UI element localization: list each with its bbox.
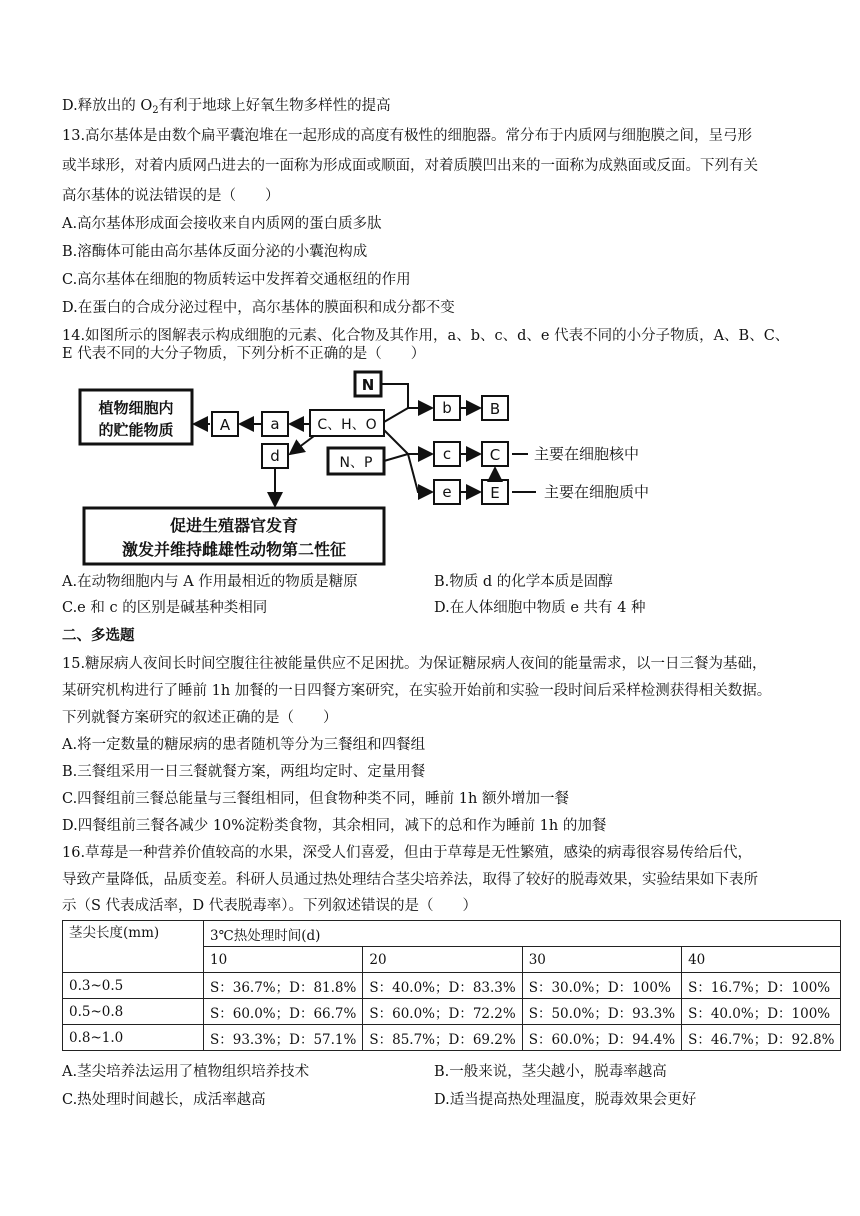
q14-stem-1: 14.如图所示的图解表示构成细胞的元素、化合物及其作用，a、b、c、d、e 代表不同的小分子物质，A、B、C、: [62, 328, 790, 344]
table-header-day: 10: [204, 947, 363, 973]
node-A-label: A: [219, 416, 231, 434]
table-cell: S：60.0%；D：72.2%: [363, 999, 522, 1025]
table-cell-length: 0.5~0.8: [63, 999, 204, 1025]
q13-stem-1: 13.高尔基体是由数个扁平囊泡堆在一起形成的高度有极性的细胞器。常分布于内质网与细胞膜之间，呈弓形: [62, 128, 753, 144]
node-E-label: E: [490, 484, 500, 502]
q15-stem-3: 下列就餐方案研究的叙述正确的是（ ）: [62, 710, 338, 726]
q14-stem-2: E 代表不同的大分子物质，下列分析不正确的是（ ）: [62, 346, 426, 362]
node-C-label: C: [489, 446, 501, 464]
q14-option-c: C.e 和 c 的区别是碱基种类相同: [62, 600, 268, 616]
q13-option-a: A.高尔基体形成面会接收来自内质网的蛋白质多肽: [62, 216, 382, 232]
node-c-label: c: [442, 445, 452, 463]
q13-option-b: B.溶酶体可能由高尔基体反面分泌的小囊泡构成: [62, 244, 368, 260]
q15-option-d: D.四餐组前三餐各减少 10%淀粉类食物，其余相同，减下的总和作为睡前 1h 的加餐: [62, 818, 607, 834]
C-location-note: 主要在细胞核中: [534, 445, 640, 463]
node-CHO-label: C、H、O: [317, 417, 377, 433]
results-table: [62, 920, 841, 1051]
function-label-1: 促进生殖器官发育: [169, 516, 299, 535]
table-header-group: 3℃热处理时间(d): [204, 921, 841, 947]
q15-option-b: B.三餐组采用一日三餐就餐方案，两组均定时、定量用餐: [62, 764, 426, 780]
table-cell: S：40.0%；D：83.3%: [363, 973, 522, 999]
storage-label-1: 植物细胞内: [98, 399, 174, 417]
q15-stem-2: 某研究机构进行了睡前 1h 加餐的一日四餐方案研究，在实验开始前和实验一段时间后采样检测获得相关数据。: [62, 683, 772, 699]
table-header-day: 40: [682, 947, 841, 973]
q12-option-d: D.释放出的 $O_2$有利于地球上好氧生物多样性的提高: [62, 98, 391, 116]
table-cell: S：60.0%；D：66.7%: [204, 999, 363, 1025]
q13-stem-3: 高尔基体的说法错误的是（ ）: [62, 188, 280, 204]
table-cell: S：46.7%；D：92.8%: [682, 1025, 841, 1051]
node-N-label: N: [361, 376, 375, 394]
table-cell: S：60.0%；D：94.4%: [522, 1025, 681, 1051]
q14-option-a: A.在动物细胞内与 A 作用最相近的物质是糖原: [62, 574, 358, 590]
q16-stem-2: 导致产量降低，品质变差。科研人员通过热处理结合茎尖培养法，取得了较好的脱毒效果，实验结果如下表所: [62, 872, 758, 888]
q15-option-c: C.四餐组前三餐总能量与三餐组相同，但食物种类不同，睡前 1h 额外增加一餐: [62, 791, 569, 807]
q15-option-a: A.将一定数量的糖尿病的患者随机等分为三餐组和四餐组: [62, 737, 426, 753]
q13-stem-2: 或半球形，对着内质网凸进去的一面称为形成面或顺面，对着质膜凹出来的一面称为成熟面或反面。下列有关: [62, 158, 758, 174]
E-location-note: 主要在细胞质中: [544, 483, 650, 501]
table-cell: S：40.0%；D：100%: [682, 999, 841, 1025]
table-cell-length: 0.8~1.0: [63, 1025, 204, 1051]
table-row: [63, 999, 841, 1025]
node-d-label: d: [270, 447, 280, 465]
table-cell: S：50.0%；D：93.3%: [522, 999, 681, 1025]
q13-option-c: C.高尔基体在细胞的物质转运中发挥着交通枢纽的作用: [62, 272, 411, 288]
q16-option-c: C.热处理时间越长，成活率越高: [62, 1092, 266, 1108]
q16-option-b: B.一般来说，茎尖越小，脱毒率越高: [434, 1064, 667, 1080]
q16-stem-3: 示（S 代表成活率，D 代表脱毒率）。下列叙述错误的是（ ）: [62, 898, 478, 914]
q16-option-d: D.适当提高热处理温度，脱毒效果会更好: [434, 1092, 697, 1108]
q15-stem-1: 15.糖尿病人夜间长时间空腹往往被能量供应不足困扰。为保证糖尿病人夜间的能量需求，以一日三餐为基础，: [62, 656, 767, 672]
q14-option-b: B.物质 d 的化学本质是固醇: [434, 574, 613, 590]
q16-stem-1: 16.草莓是一种营养价值较高的水果，深受人们喜爱，但由于草莓是无性繁殖，感染的病毒很容易传给后代，: [62, 845, 753, 861]
q14-diagram: [78, 368, 678, 568]
table-cell: S：30.0%；D：100%: [522, 973, 681, 999]
q16-option-a: A.茎尖培养法运用了植物组织培养技术: [62, 1064, 310, 1080]
table-cell: S：16.7%；D：100%: [682, 973, 841, 999]
table-cell: S：36.7%；D：81.8%: [204, 973, 363, 999]
node-a-label: a: [270, 415, 280, 433]
table-header-length: 茎尖长度(mm): [63, 921, 204, 973]
table-row: [63, 973, 841, 999]
q13-option-d: D.在蛋白的合成分泌过程中，高尔基体的膜面积和成分都不变: [62, 300, 455, 316]
table-header-day: 30: [522, 947, 681, 973]
table-row: [63, 1025, 841, 1051]
q14-option-d: D.在人体细胞中物质 e 共有 4 种: [434, 600, 646, 616]
node-NP-label: N、P: [339, 455, 373, 471]
table-cell-length: 0.3~0.5: [63, 973, 204, 999]
node-b-label: b: [442, 399, 452, 417]
table-header-day: 20: [363, 947, 522, 973]
node-e-label: e: [442, 483, 452, 501]
section-heading: 二、多选题: [62, 628, 135, 644]
function-label-2: 激发并维持雌雄性动物第二性征: [121, 540, 347, 559]
table-cell: S：85.7%；D：69.2%: [363, 1025, 522, 1051]
table-cell: S：93.3%；D：57.1%: [204, 1025, 363, 1051]
storage-label-2: 的贮能物质: [98, 421, 174, 439]
node-B-label: B: [489, 400, 501, 418]
